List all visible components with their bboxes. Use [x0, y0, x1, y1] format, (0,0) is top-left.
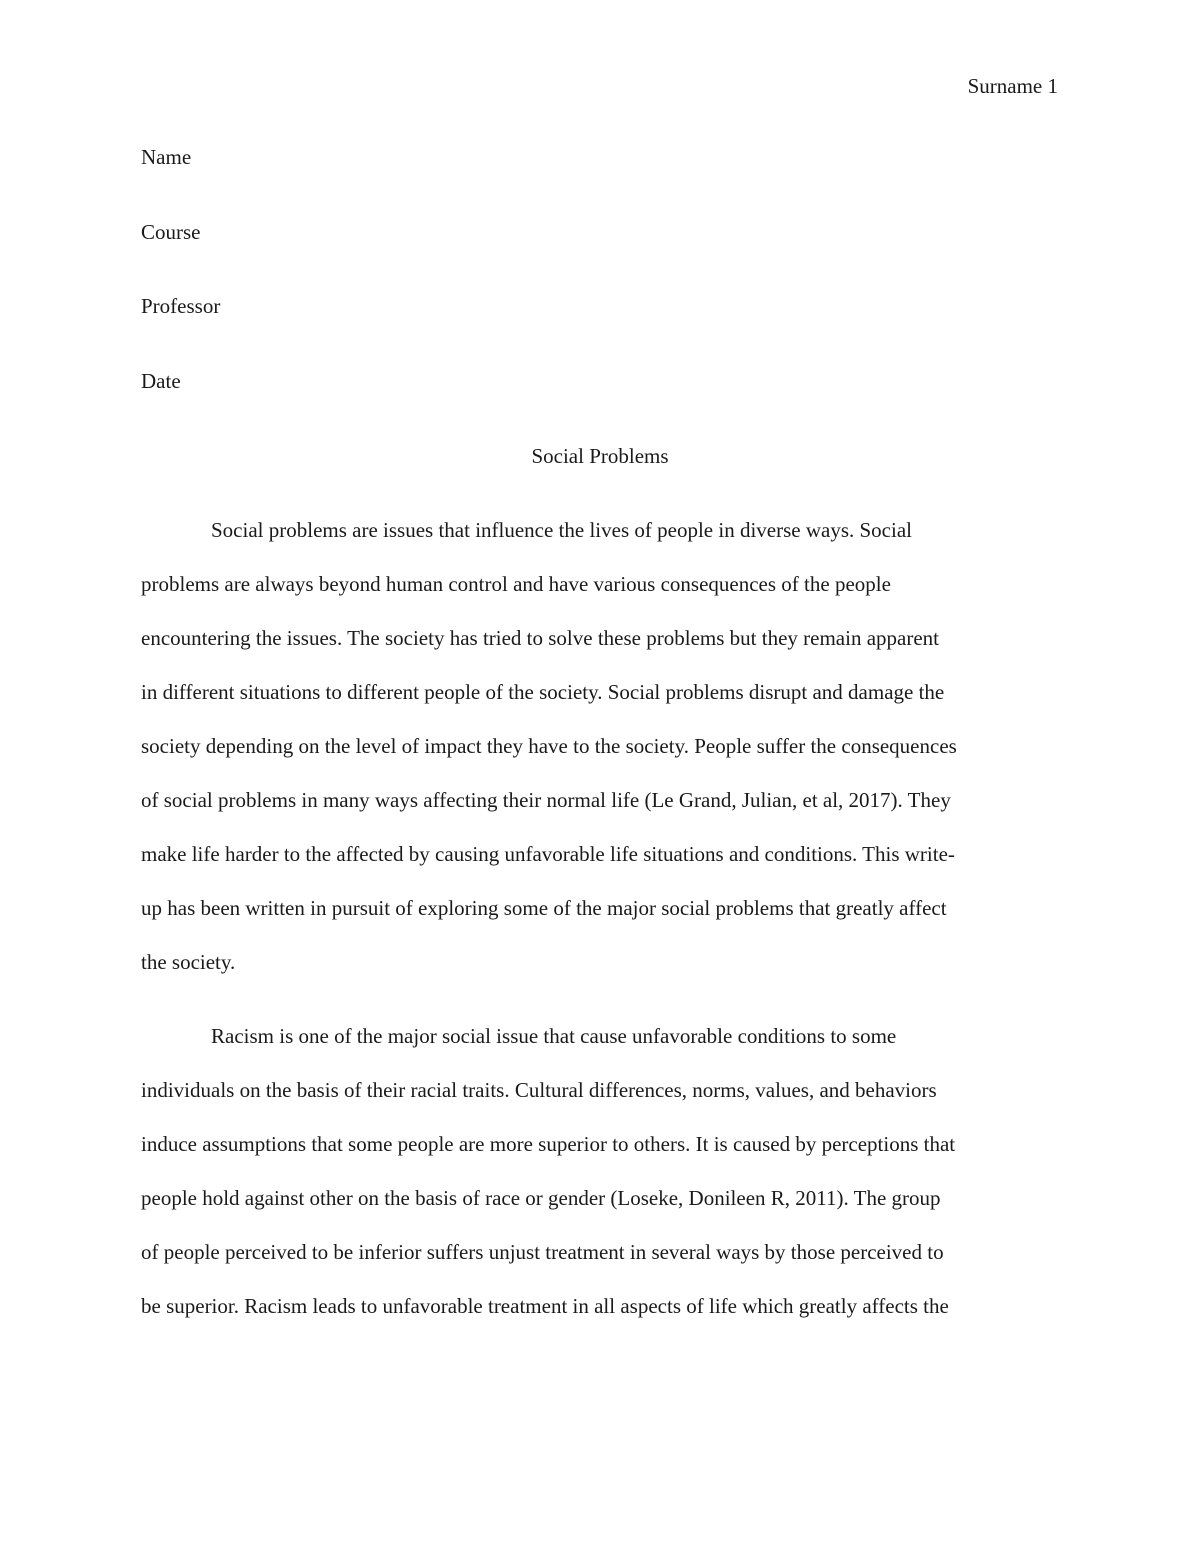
paragraph-line: up has been written in pursuit of exploring some of the major social problems that greatly affect	[141, 896, 947, 920]
paragraph-intro	[141, 515, 1059, 1001]
paragraph-line: encountering the issues. The society has tried to solve these problems but they remain apparent	[141, 626, 939, 650]
date: Date	[141, 368, 181, 393]
paragraph-line: society depending on the level of impact they have to the society. People suffer the consequences	[141, 734, 957, 758]
paragraph-line: of social problems in many ways affecting their normal life (Le Grand, Julian, et al, 2017). They	[141, 788, 951, 812]
paragraph-line: Social problems are issues that influence the lives of people in diverse ways. Social	[211, 518, 912, 542]
paragraph-line: Racism is one of the major social issue that cause unfavorable conditions to some	[211, 1024, 897, 1048]
document-body	[141, 142, 1059, 1345]
professor-name: Professor	[141, 294, 221, 318]
paragraph-line: the society.	[141, 950, 236, 974]
paragraph-line: induce assumptions that some people are more superior to others. It is caused by perceptions that	[141, 1132, 956, 1156]
paragraph-line: make life harder to the affected by causing unfavorable life situations and conditions. This write-	[141, 842, 955, 866]
paragraph-line: be superior. Racism leads to unfavorable treatment in all aspects of life which greatly affects the	[141, 1294, 949, 1318]
paragraph-line: problems are always beyond human control and have various consequences of the people	[141, 572, 891, 596]
running-head: Surname 1	[967, 74, 1058, 98]
paragraph-line: people hold against other on the basis of race or gender (Loseke, Donileen R, 2011). The group	[141, 1186, 941, 1210]
paper-title: Social Problems	[531, 444, 669, 468]
paragraph-line: of people perceived to be inferior suffers unjust treatment in several ways by those perceived to	[141, 1240, 944, 1264]
paragraph-racism	[141, 1021, 1059, 1345]
student-name: Name	[141, 145, 192, 169]
paragraph-line: in different situations to different people of the society. Social problems disrupt and damage the	[141, 680, 945, 704]
paragraph-line: individuals on the basis of their racial traits. Cultural differences, norms, values, and behaviors	[141, 1078, 937, 1102]
course-name: Course	[141, 219, 201, 244]
